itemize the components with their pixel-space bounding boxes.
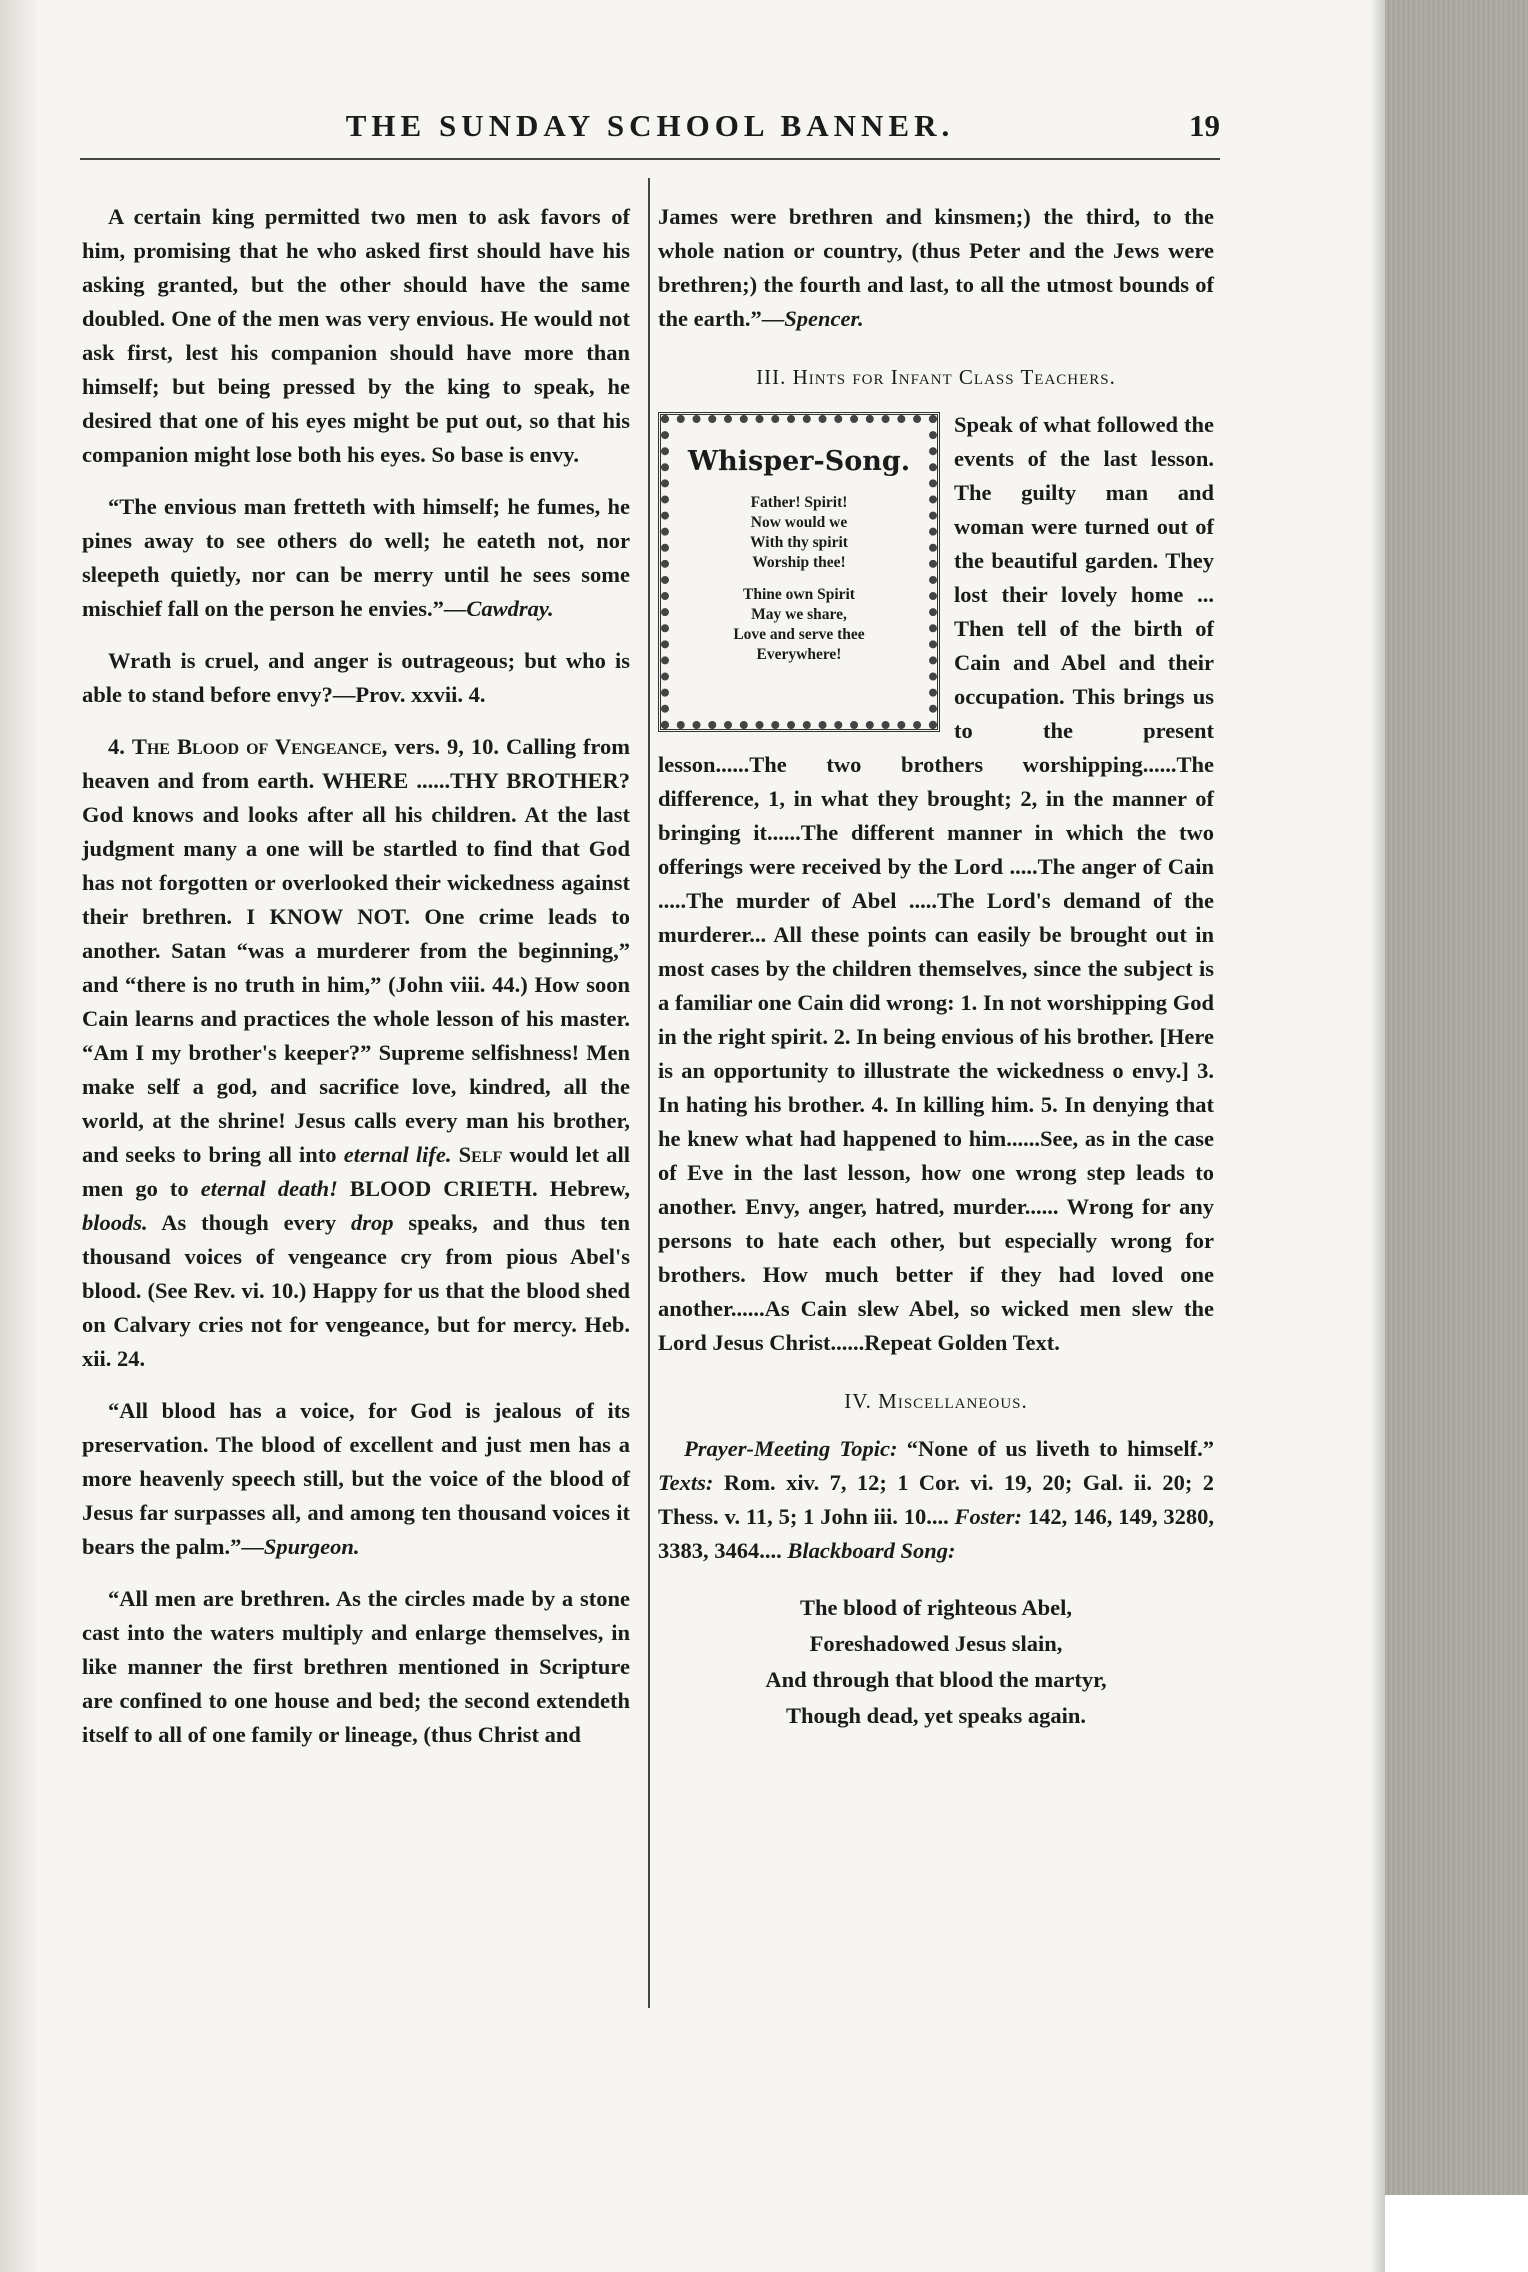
header-rule xyxy=(80,158,1220,160)
citation: Cawdray. xyxy=(466,596,554,621)
page-number: 19 xyxy=(1189,108,1220,143)
section-heading: The Blood of Vengeance, xyxy=(131,734,388,759)
emphasis: bloods. xyxy=(82,1210,148,1235)
paragraph-spurgeon-quote xyxy=(82,1394,630,1564)
quote-text: James were brethren and kinsmen;) the third, to the whole nation or country, (thus Peter and the Jews were brethren;) the fourth and last, to all the utmost bounds of the earth.”— xyxy=(658,204,1214,331)
citation: Spencer. xyxy=(784,306,864,331)
lyric-line: Now would we xyxy=(750,514,848,531)
whisper-song-title: Whisper-Song. xyxy=(687,446,911,477)
body-text: BLOOD CRIETH. Hebrew, xyxy=(337,1176,630,1201)
running-header-title: THE SUNDAY SCHOOL BANNER. xyxy=(345,108,955,143)
lyric-line: May we share, xyxy=(751,606,847,623)
left-column xyxy=(82,200,630,1770)
poem-line: Foreshadowed Jesus slain, xyxy=(809,1631,1063,1656)
section-heading-infant-class: III. Hints for Infant Class Teachers. xyxy=(756,365,1116,389)
paragraph-blood-of-vengeance xyxy=(82,730,630,1376)
poem-line: And through that blood the martyr, xyxy=(765,1667,1107,1692)
lyric-line: Everywhere! xyxy=(756,646,842,663)
right-column xyxy=(658,200,1214,1734)
lyric-line: With thy spirit xyxy=(750,534,848,551)
previous-page-edge xyxy=(0,0,38,2272)
body-text: would let all men go to xyxy=(82,1142,631,1201)
lyric-line: Worship thee! xyxy=(752,554,846,571)
poem-line: Though dead, yet speaks again. xyxy=(785,1703,1087,1728)
emphasis: eternal death! xyxy=(200,1176,338,1201)
texts-references: Rom. xiv. 7, 12; 1 Cor. vi. 19, 20; Gal. ii. 20; 2 Thess. v. 11, 5; 1 John iii. 10.... xyxy=(658,1470,1214,1529)
body-text: vers. 9, 10. Calling from heaven and from earth. WHERE ......THY BROTHER? God knows and looks after all his children. At the last judgment many a one will be startled to find that God has not forgotten or overlooked their wickedness against their brethren. I KNOW NOT. One crime leads to another. Satan “was a murderer from the beginning,” and “there is no truth in him,” (John viii. 44.) How soon Cain learns and practices the whole lesson of his master. “Am I my brother's keeper?” Supreme selfishness! Men make self a god, and sacrifice love, kindred, all the world, at the shrine! Jesus calls every man his brother, and seeks to bring all into xyxy=(82,734,631,1167)
column-divider xyxy=(648,178,650,2008)
paragraph-wrath: Wrath is cruel, and anger is outrageous; but who is able to stand before envy?—Prov. xxvii. 4. xyxy=(82,648,630,707)
lyric-line: Love and serve thee xyxy=(733,626,865,643)
stanza-2 xyxy=(669,585,929,665)
stanza-1 xyxy=(669,493,929,573)
poem-line: The blood of righteous Abel, xyxy=(800,1595,1072,1620)
label-prayer-meeting-topic: Prayer-Meeting Topic: xyxy=(684,1436,898,1461)
paragraph-infant-class-hints: Speak of what followed the events of the last lesson. The guilty man and woman were turned out of the beautiful garden. They lost their lovely home ... Then tell of the birth of Cain and Abel and their occupation. This brings us to the present lesson......The two brothers worshipping......The difference, 1, in what they brought; 2, in the manner of bringing it......The different manner in which the two offerings were received by the Lord .....The anger of Cain .....The murder of Abel .....The Lord's demand of the murderer... All these points can easily be brought out in most cases by the children themselves, since the subject is a familiar one Cain did wrong: 1. In not worshipping God in the right spirit. 2. In being envious of his brother. [Here is an opportunity to illustrate the wickedness o envy.] 3. In hating his brother. 4. In killing him. 5. In denying that he knew what had happened to him......See, as in the case of Eve in the last lesson, how one wrong step leads to another. Envy, anger, hatred, murder...... Wrong for any persons to hate each other, but especially wrong for brothers. How much better if they had loved one another......As Cain slew Abel, so wicked men slew the Lord Jesus Christ......Repeat Golden Text. xyxy=(658,412,1214,1355)
section-number: 4. xyxy=(108,734,125,759)
quote-text: “The envious man fretteth with himself; he fumes, he pines away to see others do well; he eateth not, nor sleepeth quietly, nor can be merry until he sees some mischief fall on the person he envies.”— xyxy=(82,494,630,621)
background-corner xyxy=(1385,2195,1528,2272)
section-heading-miscellaneous: IV. Miscellaneous. xyxy=(844,1389,1028,1413)
label-blackboard-song: Blackboard Song: xyxy=(787,1538,956,1563)
quote-text: “All blood has a voice, for God is jealous of its preservation. The blood of excellent and just men has a more heavenly speech still, but the voice of the blood of Jesus far surpasses all, and among ten thousand voices it bears the palm.”— xyxy=(82,1398,630,1559)
body-text: As though every xyxy=(147,1210,351,1235)
paragraph-brethren-quote: “All men are brethren. As the circles made by a stone cast into the waters multiply and enlarge themselves, in like manner the first brethren mentioned in Scripture are confined to one house and bed; the second extendeth itself to all of one family or lineage, (thus Christ and xyxy=(82,1586,630,1747)
lyric-line: Father! Spirit! xyxy=(750,494,848,511)
paragraph-king-story: A certain king permitted two men to ask favors of him, promising that he who asked first should have his asking granted, but the other should have the same doubled. One of the men was very envious. He would not ask first, lest his companion should have more than himself; but being pressed by the king to speak, he desired that one of his eyes might be put out, so that his companion might lose both his eyes. So base is envy. xyxy=(82,204,630,467)
prayer-topic-text: “None of us liveth to himself.” xyxy=(897,1436,1214,1461)
citation: Spurgeon. xyxy=(263,1534,360,1559)
label-foster: Foster: xyxy=(954,1504,1023,1529)
infant-class-section xyxy=(658,408,1214,1360)
emphasis-smallcaps: Self xyxy=(458,1142,503,1167)
blackboard-song-poem xyxy=(658,1590,1214,1734)
label-texts: Texts: xyxy=(658,1470,714,1495)
foster-numbers: 142, 146, 149, 3280, 3383, 3464.... xyxy=(658,1504,1215,1563)
emphasis: drop xyxy=(350,1210,394,1235)
whisper-song-box xyxy=(658,412,940,732)
body-text: speaks, and thus ten thousand voices of vengeance cry from pious Abel's blood. (See Rev. vi. 10.) Happy for us that the blood shed on Calvary cries not for vengeance, but for mercy. Heb. xii. 24. xyxy=(82,1210,630,1371)
lyric-line: Thine own Spirit xyxy=(743,586,855,603)
paragraph-miscellaneous xyxy=(658,1432,1214,1568)
paragraph-cawdray-quote xyxy=(82,490,630,626)
paragraph-spencer-quote xyxy=(658,200,1214,336)
book-page-stack xyxy=(1385,0,1528,2272)
whisper-song-lyrics xyxy=(669,493,929,665)
emphasis: eternal life. xyxy=(343,1142,452,1167)
